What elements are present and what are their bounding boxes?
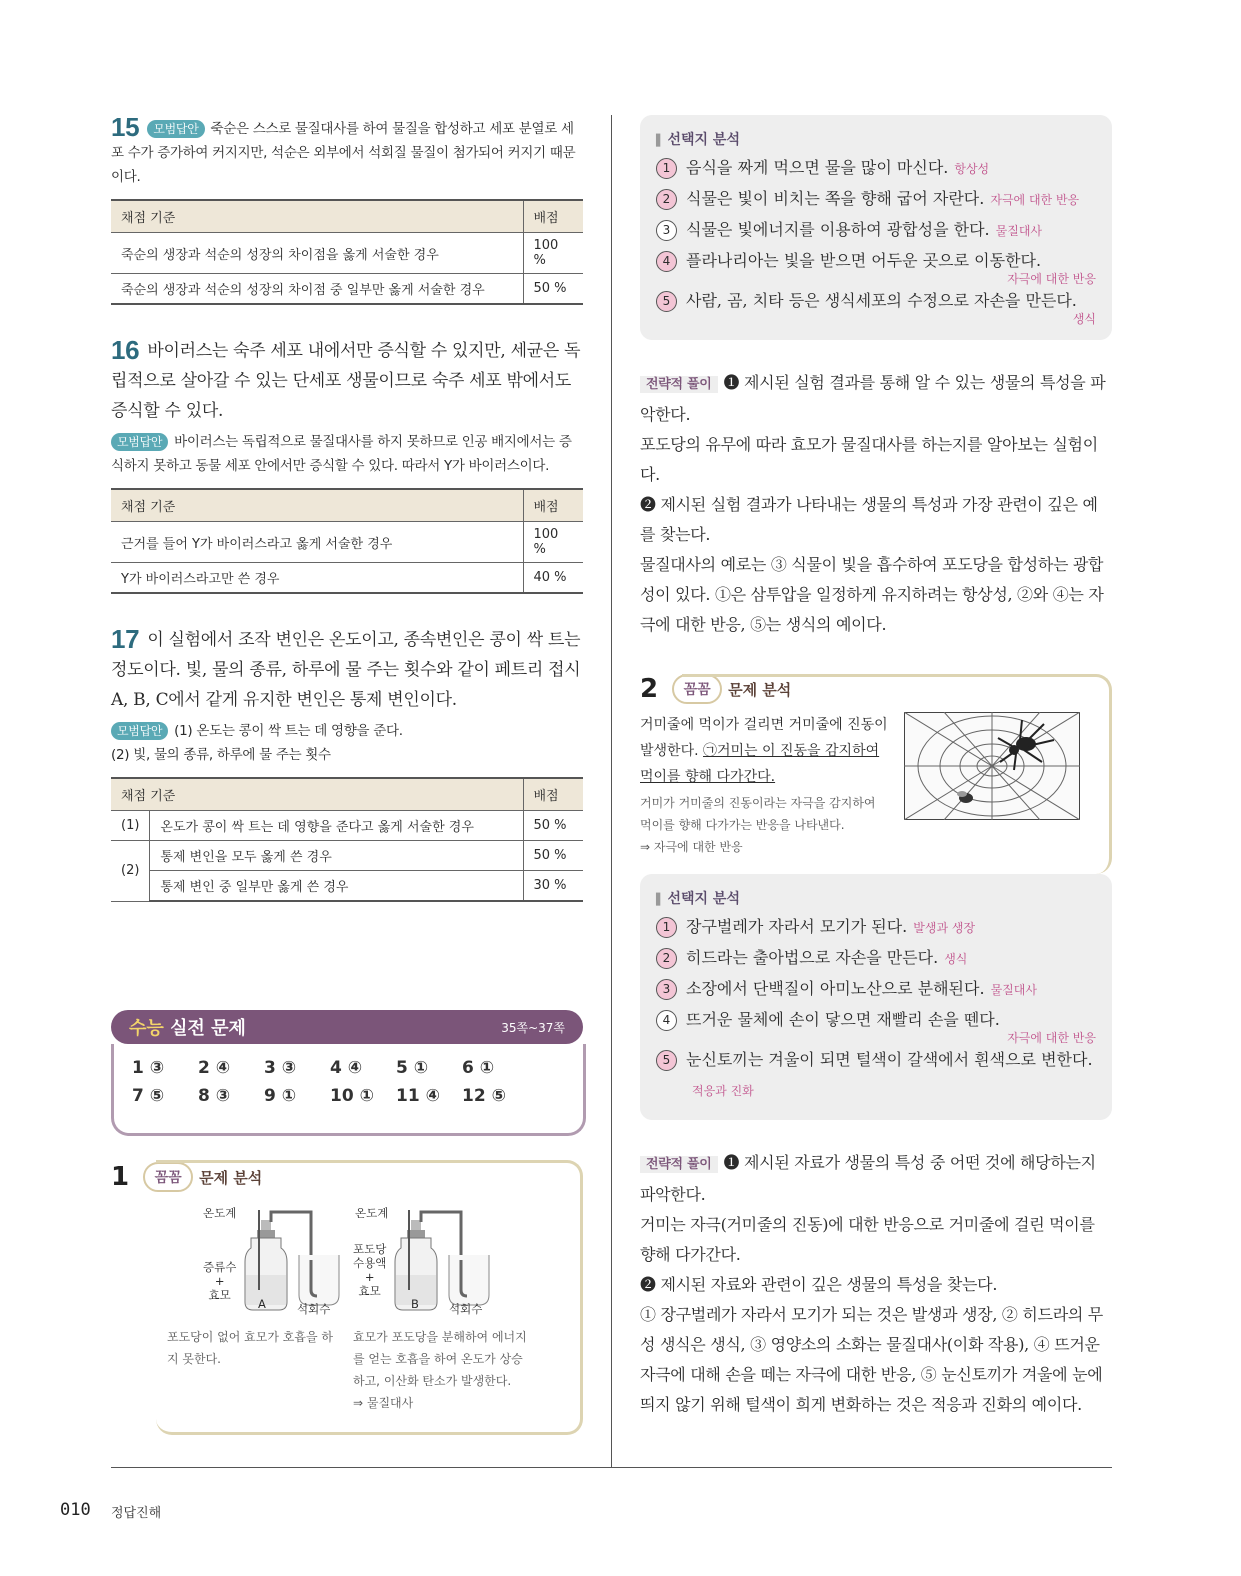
analysis-title: 문제 분석	[199, 1168, 263, 1187]
table-row: 죽순의 생장과 석순의 성장의 차이점 중 일부만 옳게 서술한 경우 50 %	[111, 274, 583, 305]
page-range: 35쪽~37쪽	[501, 1020, 565, 1035]
table-row: Y가 바이러스라고만 쓴 경우 40 %	[111, 563, 583, 594]
page-number: 010	[60, 1500, 91, 1520]
wrong-choice-icon: 4	[656, 251, 677, 272]
answer-item: 2 ④	[198, 1058, 231, 1078]
answer-item: 8 ③	[198, 1086, 231, 1106]
scoring-table	[111, 488, 583, 594]
note-a: 포도당이 없어 효모가 호흡을 하지 못한다.	[167, 1330, 333, 1366]
strategic-solution-1: 전략적 풀이 ❶ 제시된 실험 결과를 통해 알 수 있는 생물의 특성을 파악한다. 포도당의 유무에 따라 효모가 물질대사를 하는지를 알아보는 실험이다. ❷ 제시된 실험 결과가 나타내는 생물의 특성과 가장 관련이 깊은 예를 찾는다. 물질대사의 예로는 ③ 식물이 빛을 흡수하여 포도당을 합성하는 광합성이 있다. ①은 삼투압을 일정하게 유지하려는 항상성, ②와 ④는 자극에 대한 반응, ⑤는 생식의 예이다.	[640, 373, 1106, 634]
problem-2-box: 2 꼼꼼 문제 분석 거미줄에 먹이가 걸리면 거미줄에 진동이 발생한다. ㉠거미는 이 진동을 감지하여 먹이를 향해 다가간다. 거미가 거미줄의 진동이라는 자극을 감지하여 먹이를 향해 다가가는 반응을 나타낸다. ⇒ 자극에 대한 반응	[640, 674, 1112, 874]
question-17	[111, 624, 583, 902]
choice-category-tag: 자극에 대한 반응	[1007, 1031, 1096, 1045]
correct-choice-icon: 4	[656, 1010, 677, 1031]
section-title: 실전 문제	[170, 1018, 246, 1039]
answer-text: 바이러스는 독립적으로 물질대사를 하지 못하므로 인공 배지에서는 증식하지 못하고 동물 세포 안에서만 증식할 수 있다. 따라서 Y가 바이러스이다.	[111, 434, 572, 474]
suneung-label: 수능	[129, 1018, 164, 1039]
table-row: 근거를 들어 Y가 바이러스라고 옳게 서술한 경우 100 %	[111, 522, 583, 563]
answer-item: 3 ③	[264, 1058, 297, 1078]
choice-item	[656, 215, 1096, 246]
header-criteria: 채점 기준	[111, 489, 523, 522]
wrong-choice-icon: 1	[656, 917, 677, 938]
choice-category-tag: 자극에 대한 반응	[990, 193, 1080, 207]
choice-item	[656, 286, 1096, 326]
left-column	[111, 112, 583, 932]
choice-category-tag: 물질대사	[995, 224, 1043, 238]
explanation-text: 이 실험에서 조작 변인은 온도이고, 종속변인은 콩이 싹 트는 정도이다. 빛, 물의 종류, 하루에 물 주는 횟수와 같이 페트리 접시 A, B, C에서 같게 유지한 변인은 통제 변인이다.	[111, 630, 581, 710]
header-points: 배점	[523, 778, 583, 811]
correct-choice-icon: 3	[656, 220, 677, 241]
flask-b	[395, 1210, 489, 1310]
choice-text: 플라나리아는 빛을 받으면 어두운 곳으로 이동한다.	[686, 251, 1042, 270]
choice-category-tag: 물질대사	[990, 983, 1037, 997]
underlined-statement: ㉠거미는 이 진동을 감지하여 먹이를 향해 다가간다.	[640, 743, 880, 785]
choice-analysis-2	[640, 874, 1112, 1120]
choice-text: 장구벌레가 자라서 모기가 된다.	[686, 917, 908, 936]
label-b: B	[411, 1297, 419, 1311]
answer-item: 6 ①	[462, 1058, 495, 1078]
note-b-result: ⇒ 물질대사	[353, 1396, 414, 1410]
header-criteria: 채점 기준	[111, 200, 523, 233]
choice-text: 소장에서 단백질이 아미노산으로 분해된다.	[686, 979, 985, 998]
label-thermometer-a: 온도계	[203, 1206, 237, 1220]
choice-text: 음식을 짜게 먹으면 물을 많이 마신다.	[686, 158, 949, 177]
answer-item: 1 ③	[132, 1058, 165, 1078]
choice-text: 눈신토끼는 겨울이 되면 털색이 갈색에서 흰색으로 변한다.	[686, 1050, 1093, 1069]
strategy-label: 전략적 풀이	[640, 1156, 718, 1173]
label-a: A	[258, 1297, 266, 1311]
choice-text: 히드라는 출아법으로 자손을 만든다.	[686, 948, 939, 967]
strategic-solution-2: 전략적 풀이 ❶ 제시된 자료가 생물의 특성 중 어떤 것에 해당하는지 파악한다. 거미는 자극(거미줄의 진동)에 대한 반응으로 거미줄에 걸린 먹이를 향해 다가간다. ❷ 제시된 자료와 관련이 깊은 생물의 특성을 찾는다. ① 장구벌레가 자라서 모기가 되는 것은 발생과 생장, ② 히드라의 무성 생식은 생식, ③ 영양소의 소화는 물질대사(이화 작용), ④ 뜨거운 자극에 대해 손을 떼는 자극에 대한 반응, ⑤ 눈신토끼가 겨울에 눈에 띄지 않기 위해 털색이 희게 변화하는 것은 적응과 진화의 예이다.	[640, 1153, 1103, 1414]
choice-item	[656, 1005, 1096, 1045]
spider-note-result: ⇒ 자극에 대한 반응	[640, 840, 743, 854]
table-row: (1) 온도가 콩이 싹 트는 데 영향을 준다고 옳게 서술한 경우 50 %	[111, 811, 583, 841]
header-criteria: 채점 기준	[111, 778, 523, 811]
kkomkkom-badge: 꼼꼼	[143, 1162, 193, 1192]
label-limewater-b: 석회수	[449, 1302, 483, 1316]
choice-category-tag: 적응과 진화	[692, 1084, 754, 1098]
kkomkkom-badge: 꼼꼼	[672, 674, 722, 704]
choice-item	[656, 912, 1096, 943]
choice-item	[656, 1045, 1096, 1106]
answer-item: 4 ④	[330, 1058, 363, 1078]
label-glucose: 포도당	[353, 1242, 387, 1256]
choice-item	[656, 943, 1096, 974]
choice-analysis-1	[640, 115, 1112, 340]
label-distilled-water: 증류수	[203, 1260, 237, 1274]
model-answer-badge: 모범답안	[111, 722, 168, 740]
table-row: 죽순의 생장과 석순의 성장의 차이점을 옳게 서술한 경우 100 %	[111, 233, 583, 274]
scoring-table	[111, 199, 583, 305]
answer-item: 7 ⑤	[132, 1086, 165, 1106]
answer-item: 11 ④	[396, 1086, 440, 1106]
choice-item	[656, 153, 1096, 184]
spider-web-figure	[904, 712, 1080, 820]
label-limewater-a: 석회수	[297, 1302, 331, 1316]
choice-header: ▌ 선택지 분석	[656, 888, 1096, 908]
model-answer-badge: 모범답안	[111, 433, 168, 451]
answer-item: 5 ①	[396, 1058, 429, 1078]
choice-text: 뜨거운 물체에 손이 닿으면 재빨리 손을 뗀다.	[686, 1010, 1000, 1029]
label-thermometer-b: 온도계	[355, 1206, 389, 1220]
wrong-choice-icon: 2	[656, 948, 677, 969]
suneung-answers-box	[111, 1010, 583, 1136]
table-row: (2) 통제 변인을 모두 옳게 쓴 경우 50 %	[111, 841, 583, 871]
flask-a	[245, 1210, 339, 1310]
answer-2: (2) 빛, 물의 종류, 하루에 물 주는 횟수	[111, 747, 331, 763]
choice-text: 식물은 빛이 비치는 쪽을 향해 굽어 자란다.	[686, 189, 985, 208]
choice-header: ▌ 선택지 분석	[656, 129, 1096, 149]
choice-category-tag: 발생과 생장	[913, 921, 976, 935]
answer-item: 9 ①	[264, 1086, 297, 1106]
choice-item	[656, 184, 1096, 215]
answer-item: 10 ①	[330, 1086, 374, 1106]
wrong-choice-icon: 5	[656, 291, 677, 312]
problem-1-box: 1 꼼꼼 문제 분석 온도계 증류수 + 효모 A 석회수 온도계 포도당 수용액 + 효모 B 석회수 포도당이 없어 효모가 호흡을 하지 못한다. 효모가 포도당을 분해하여 에너지를 얻는 호흡을 하여 온도가 상승하고, 이산화 탄소가 발생한다. ⇒ 물질대사	[111, 1160, 583, 1435]
choice-category-tag: 생식	[1072, 312, 1096, 326]
problem-number: 2	[640, 674, 659, 704]
answer-item: 12 ⑤	[462, 1086, 506, 1106]
footer-rule	[111, 1467, 1112, 1468]
analysis-title: 문제 분석	[728, 680, 792, 699]
wrong-choice-icon: 5	[656, 1050, 677, 1071]
header-points: 배점	[523, 200, 583, 233]
problem-number: 1	[111, 1162, 130, 1192]
question-15	[111, 112, 583, 305]
choice-category-tag: 자극에 대한 반응	[1007, 272, 1096, 286]
question-number: 16	[111, 335, 140, 365]
choice-item	[656, 246, 1096, 286]
choice-text: 사람, 곰, 치타 등은 생식세포의 수정으로 자손을 만든다.	[686, 291, 1077, 310]
answer-1: (1) 온도는 콩이 싹 트는 데 영향을 준다.	[174, 723, 403, 739]
explanation-text: 바이러스는 숙주 세포 내에서만 증식할 수 있지만, 세균은 독립적으로 살아갈 수 있는 단세포 생물이므로 숙주 세포 밖에서도 증식할 수 있다.	[111, 341, 581, 421]
wrong-choice-icon: 1	[656, 158, 677, 179]
note-b: 효모가 포도당을 분해하여 에너지를 얻는 호흡을 하여 온도가 상승하고, 이산화 탄소가 발생한다.	[353, 1330, 527, 1388]
column-divider	[611, 115, 612, 1467]
choice-category-tag: 항상성	[954, 162, 990, 176]
choice-text: 식물은 빛에너지를 이용하여 광합성을 한다.	[686, 220, 990, 239]
question-number: 17	[111, 624, 140, 654]
answer-text: 죽순은 스스로 물질대사를 하여 물질을 합성하고 세포 분열로 세포 수가 증가하여 커지지만, 석순은 외부에서 석회질 물질이 첨가되어 커지기 때문이다.	[111, 121, 576, 185]
label-yeast-a: 효모	[208, 1288, 231, 1302]
answer-grid	[111, 1044, 586, 1136]
choice-category-tag: 생식	[944, 952, 968, 966]
suneung-header	[111, 1010, 583, 1044]
model-answer-badge: 모범답안	[147, 120, 204, 138]
header-points: 배점	[523, 489, 583, 522]
table-row: 통제 변인 중 일부만 옳게 쓴 경우 30 %	[111, 871, 583, 902]
wrong-choice-icon: 3	[656, 979, 677, 1000]
right-column	[640, 115, 1112, 1420]
question-number: 15	[111, 112, 140, 142]
book-title: 정답진해	[111, 1506, 162, 1521]
spider-note: 거미가 거미줄의 진동이라는 자극을 감지하여 먹이를 향해 다가가는 반응을 나타낸다.	[640, 796, 876, 832]
strategy-label: 전략적 풀이	[640, 376, 718, 393]
wrong-choice-icon: 2	[656, 189, 677, 210]
label-yeast-b: 효모	[358, 1284, 381, 1298]
question-16	[111, 335, 583, 594]
choice-item	[656, 974, 1096, 1005]
scoring-table	[111, 777, 583, 902]
